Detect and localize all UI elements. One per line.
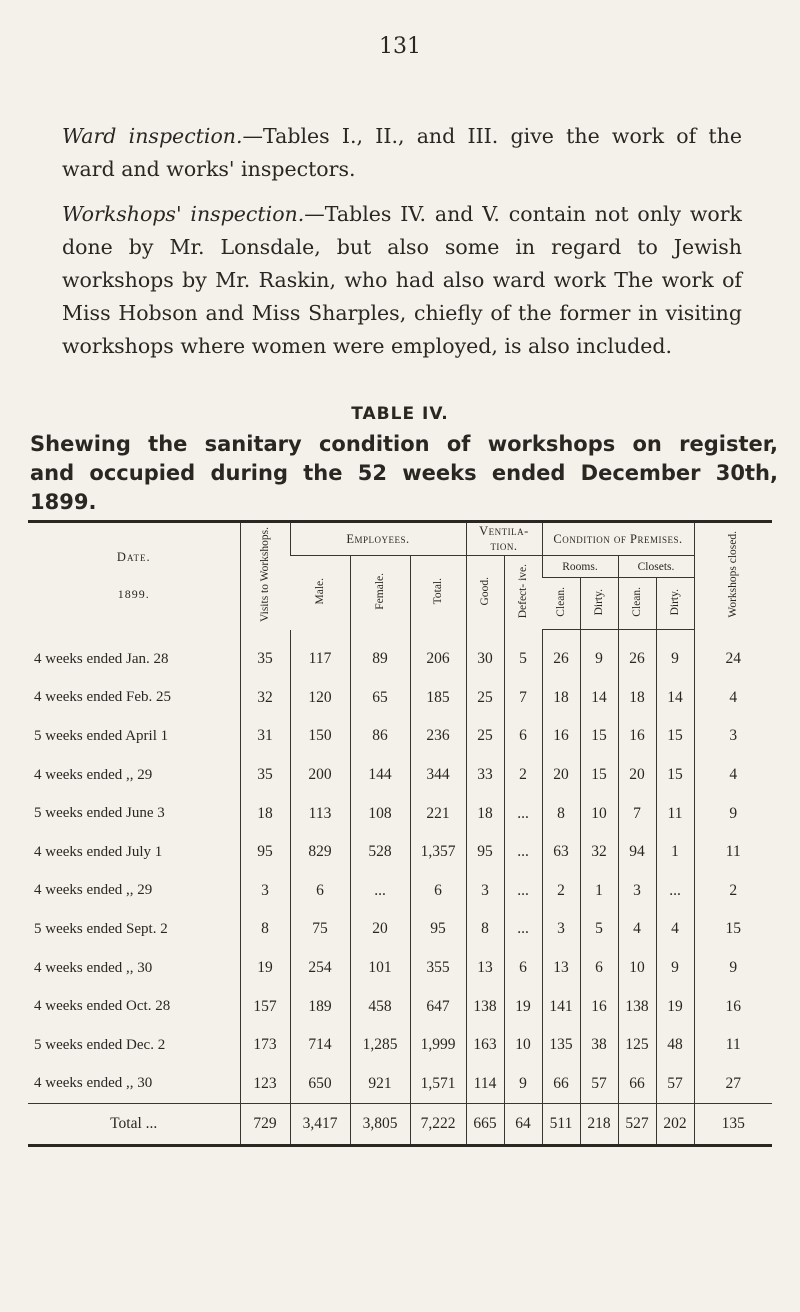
- cell-date: 4 weeks ended ,, 29: [34, 882, 153, 899]
- cell-female: 101: [350, 949, 410, 988]
- cell-defective: 2: [504, 756, 542, 795]
- cell-male: 6: [290, 872, 350, 911]
- cell-rooms-dirty: 10: [580, 794, 618, 833]
- cell-rooms-dirty: 16: [580, 987, 618, 1026]
- cell-defective: 10: [504, 1026, 542, 1065]
- cell-good: 13: [466, 949, 504, 988]
- cell-total: 236: [410, 717, 466, 756]
- header-visits: Visits to Workshops.: [240, 522, 290, 630]
- cell-female: 921: [350, 1065, 410, 1104]
- cell-rooms-clean: 141: [542, 987, 580, 1026]
- cell-rooms-dirty: 218: [580, 1104, 618, 1146]
- sanitary-condition-table: [28, 520, 772, 1147]
- table-heading: TABLE IV.: [351, 404, 449, 424]
- cell-visits: 3: [240, 872, 290, 911]
- cell-good: 95: [466, 833, 504, 872]
- cell-female: 144: [350, 756, 410, 795]
- cell-date: 4 weeks ended Oct. 28: [34, 998, 171, 1015]
- cell-male: 829: [290, 833, 350, 872]
- cell-date: 4 weeks ended Jan. 28: [34, 650, 169, 667]
- paragraph-body: —Tables I., II., and III. give the work of the ward and works' inspectors.: [62, 124, 742, 181]
- cell-visits: 729: [240, 1104, 290, 1146]
- cell-closets-clean: 7: [618, 794, 656, 833]
- paragraph-lead: Ward inspection.: [62, 124, 243, 148]
- cell-defective: ...: [504, 794, 542, 833]
- cell-female: 89: [350, 630, 410, 679]
- cell-female: 528: [350, 833, 410, 872]
- header-employees: Employees.: [290, 522, 466, 556]
- cell-closed: 4: [694, 756, 772, 795]
- cell-female: ...: [350, 872, 410, 911]
- cell-rooms-dirty: 57: [580, 1065, 618, 1104]
- cell-rooms-dirty: 32: [580, 833, 618, 872]
- cell-date: 4 weeks ended ,, 29: [34, 766, 153, 783]
- page-number: 131: [379, 34, 421, 59]
- header-male: Male.: [313, 577, 326, 605]
- cell-closets-clean: 16: [618, 717, 656, 756]
- cell-good: 25: [466, 717, 504, 756]
- cell-rooms-dirty: 38: [580, 1026, 618, 1065]
- cell-closets-clean: 18: [618, 679, 656, 718]
- cell-rooms-clean: 511: [542, 1104, 580, 1146]
- cell-total: 355: [410, 949, 466, 988]
- cell-visits: 95: [240, 833, 290, 872]
- cell-male: 714: [290, 1026, 350, 1065]
- cell-good: 3: [466, 872, 504, 911]
- cell-good: 138: [466, 987, 504, 1026]
- paragraph-lead: Workshops' inspection.: [62, 202, 305, 226]
- header-rooms: Rooms.: [542, 556, 618, 578]
- cell-defective: ...: [504, 833, 542, 872]
- cell-closets-dirty: ...: [656, 872, 694, 911]
- cell-defective: 6: [504, 949, 542, 988]
- cell-rooms-dirty: 1: [580, 872, 618, 911]
- table-row: [28, 987, 772, 1026]
- cell-closets-clean: 26: [618, 630, 656, 679]
- cell-visits: 19: [240, 949, 290, 988]
- cell-closed: 9: [694, 949, 772, 988]
- cell-total: 344: [410, 756, 466, 795]
- cell-closets-clean: 4: [618, 910, 656, 949]
- cell-male: 254: [290, 949, 350, 988]
- cell-closets-clean: 20: [618, 756, 656, 795]
- cell-closets-dirty: 15: [656, 717, 694, 756]
- cell-visits: 35: [240, 630, 290, 679]
- caption-line: and occupied during the 52 weeks ended December 30th,: [30, 461, 778, 485]
- table-row: [28, 794, 772, 833]
- table-row: [28, 833, 772, 872]
- cell-date: 5 weeks ended Sept. 2: [34, 920, 168, 937]
- cell-male: 3,417: [290, 1104, 350, 1146]
- cell-closets-dirty: 57: [656, 1065, 694, 1104]
- cell-closets-clean: 138: [618, 987, 656, 1026]
- cell-defective: 6: [504, 717, 542, 756]
- table-row: [28, 872, 772, 911]
- cell-visits: 31: [240, 717, 290, 756]
- cell-closets-dirty: 9: [656, 630, 694, 679]
- cell-male: 189: [290, 987, 350, 1026]
- cell-visits: 123: [240, 1065, 290, 1104]
- header-rooms-dirty: Dirty.: [580, 578, 618, 630]
- header-total: Total.: [410, 556, 466, 630]
- cell-date: 5 weeks ended June 3: [34, 805, 165, 822]
- cell-closets-dirty: 14: [656, 679, 694, 718]
- table-row: [28, 949, 772, 988]
- cell-rooms-clean: 16: [542, 717, 580, 756]
- cell-female: 108: [350, 794, 410, 833]
- header-date: [28, 522, 240, 630]
- cell-rooms-dirty: 15: [580, 717, 618, 756]
- header-condition-of-premises: Condition of Premises.: [542, 522, 694, 556]
- cell-male: 120: [290, 679, 350, 718]
- cell-female: 86: [350, 717, 410, 756]
- header-good: Good.: [466, 556, 504, 630]
- caption-line: Shewing the sanitary condition of workshops on register,: [30, 432, 778, 456]
- cell-good: 25: [466, 679, 504, 718]
- cell-closets-dirty: 11: [656, 794, 694, 833]
- cell-closets-dirty: 4: [656, 910, 694, 949]
- cell-defective: 5: [504, 630, 542, 679]
- cell-defective: 7: [504, 679, 542, 718]
- cell-closed: 11: [694, 833, 772, 872]
- cell-rooms-clean: 63: [542, 833, 580, 872]
- cell-female: 65: [350, 679, 410, 718]
- cell-defective: 19: [504, 987, 542, 1026]
- cell-date: 4 weeks ended July 1: [34, 843, 163, 860]
- cell-total: 1,571: [410, 1065, 466, 1104]
- paragraph-body: —Tables IV. and V. contain not only work done by Mr. Lonsdale, but also some in regard to Jewish workshops by Mr. Raskin, who had also ward work The work of Miss Hobson and Miss Sharples, chiefly of the former in visiting workshops where women were employed, is also included.: [62, 202, 742, 358]
- header-workshops-closed: Workshops closed.: [694, 522, 772, 630]
- cell-closed: 15: [694, 910, 772, 949]
- header-date-label: Date.: [116, 550, 151, 565]
- cell-female: 1,285: [350, 1026, 410, 1065]
- cell-date: 4 weeks ended ,, 30: [34, 1075, 153, 1092]
- cell-closets-clean: 10: [618, 949, 656, 988]
- cell-rooms-dirty: 6: [580, 949, 618, 988]
- table-row: [28, 1026, 772, 1065]
- cell-rooms-clean: 20: [542, 756, 580, 795]
- cell-male: 117: [290, 630, 350, 679]
- caption-line: 1899.: [30, 490, 97, 514]
- cell-total: 647: [410, 987, 466, 1026]
- cell-visits: 32: [240, 679, 290, 718]
- paragraph-ward-inspection: [62, 120, 742, 186]
- cell-good: 33: [466, 756, 504, 795]
- cell-male: 75: [290, 910, 350, 949]
- cell-total: 206: [410, 630, 466, 679]
- cell-total: 7,222: [410, 1104, 466, 1146]
- cell-male: 150: [290, 717, 350, 756]
- header-female: Female.: [350, 556, 410, 630]
- cell-rooms-clean: 18: [542, 679, 580, 718]
- cell-rooms-clean: 26: [542, 630, 580, 679]
- cell-female: 20: [350, 910, 410, 949]
- cell-closets-clean: 125: [618, 1026, 656, 1065]
- cell-rooms-dirty: 5: [580, 910, 618, 949]
- cell-defective: 9: [504, 1065, 542, 1104]
- cell-male: 113: [290, 794, 350, 833]
- table-row: [28, 910, 772, 949]
- cell-rooms-clean: 66: [542, 1065, 580, 1104]
- cell-closets-clean: 527: [618, 1104, 656, 1146]
- header-closets: Closets.: [618, 556, 694, 578]
- cell-closets-dirty: 48: [656, 1026, 694, 1065]
- cell-date: 5 weeks ended April 1: [34, 727, 169, 744]
- cell-good: 8: [466, 910, 504, 949]
- cell-defective: 64: [504, 1104, 542, 1146]
- totals-row: [28, 1104, 772, 1146]
- cell-rooms-clean: 8: [542, 794, 580, 833]
- header-defective: Defect- ive.: [504, 556, 542, 630]
- cell-total: 221: [410, 794, 466, 833]
- cell-male: 650: [290, 1065, 350, 1104]
- cell-total: 6: [410, 872, 466, 911]
- cell-closed: 27: [694, 1065, 772, 1104]
- cell-total: 95: [410, 910, 466, 949]
- cell-closets-dirty: 202: [656, 1104, 694, 1146]
- cell-rooms-dirty: 9: [580, 630, 618, 679]
- cell-closets-clean: 94: [618, 833, 656, 872]
- cell-closed: 135: [694, 1104, 772, 1146]
- cell-defective: ...: [504, 910, 542, 949]
- header-closets-dirty: Dirty.: [656, 578, 694, 630]
- cell-rooms-dirty: 14: [580, 679, 618, 718]
- cell-defective: ...: [504, 872, 542, 911]
- cell-good: 30: [466, 630, 504, 679]
- cell-female: 458: [350, 987, 410, 1026]
- cell-good: 114: [466, 1065, 504, 1104]
- header-closets-clean: Clean.: [618, 578, 656, 630]
- cell-closed: 4: [694, 679, 772, 718]
- cell-rooms-dirty: 15: [580, 756, 618, 795]
- cell-rooms-clean: 13: [542, 949, 580, 988]
- cell-closed: 3: [694, 717, 772, 756]
- cell-date: 4 weeks ended ,, 30: [34, 959, 153, 976]
- cell-date: Total ...: [28, 1104, 240, 1146]
- cell-closed: 16: [694, 987, 772, 1026]
- table-row: [28, 717, 772, 756]
- cell-visits: 35: [240, 756, 290, 795]
- header-year: 1899.: [117, 587, 150, 602]
- cell-date: 5 weeks ended Dec. 2: [34, 1036, 166, 1053]
- cell-closets-dirty: 15: [656, 756, 694, 795]
- cell-closets-dirty: 9: [656, 949, 694, 988]
- cell-total: 185: [410, 679, 466, 718]
- table-row: [28, 630, 772, 679]
- cell-good: 163: [466, 1026, 504, 1065]
- cell-closets-dirty: 19: [656, 987, 694, 1026]
- cell-male: 200: [290, 756, 350, 795]
- cell-visits: 18: [240, 794, 290, 833]
- cell-date: 4 weeks ended Feb. 25: [34, 689, 172, 706]
- cell-closets-clean: 3: [618, 872, 656, 911]
- cell-total: 1,357: [410, 833, 466, 872]
- cell-closed: 11: [694, 1026, 772, 1065]
- cell-closed: 24: [694, 630, 772, 679]
- cell-visits: 157: [240, 987, 290, 1026]
- cell-total: 1,999: [410, 1026, 466, 1065]
- table-row: [28, 756, 772, 795]
- cell-good: 18: [466, 794, 504, 833]
- header-rooms-clean: Clean.: [542, 578, 580, 630]
- cell-visits: 173: [240, 1026, 290, 1065]
- cell-rooms-clean: 2: [542, 872, 580, 911]
- table-row: [28, 1065, 772, 1104]
- cell-rooms-clean: 3: [542, 910, 580, 949]
- paragraph-workshops-inspection: [62, 198, 742, 363]
- header-ventilation: Ventila- tion.: [466, 522, 542, 556]
- cell-closets-dirty: 1: [656, 833, 694, 872]
- cell-female: 3,805: [350, 1104, 410, 1146]
- cell-closed: 2: [694, 872, 772, 911]
- cell-closets-clean: 66: [618, 1065, 656, 1104]
- cell-rooms-clean: 135: [542, 1026, 580, 1065]
- cell-closed: 9: [694, 794, 772, 833]
- cell-good: 665: [466, 1104, 504, 1146]
- table-row: [28, 679, 772, 718]
- cell-visits: 8: [240, 910, 290, 949]
- table-caption: [30, 430, 778, 517]
